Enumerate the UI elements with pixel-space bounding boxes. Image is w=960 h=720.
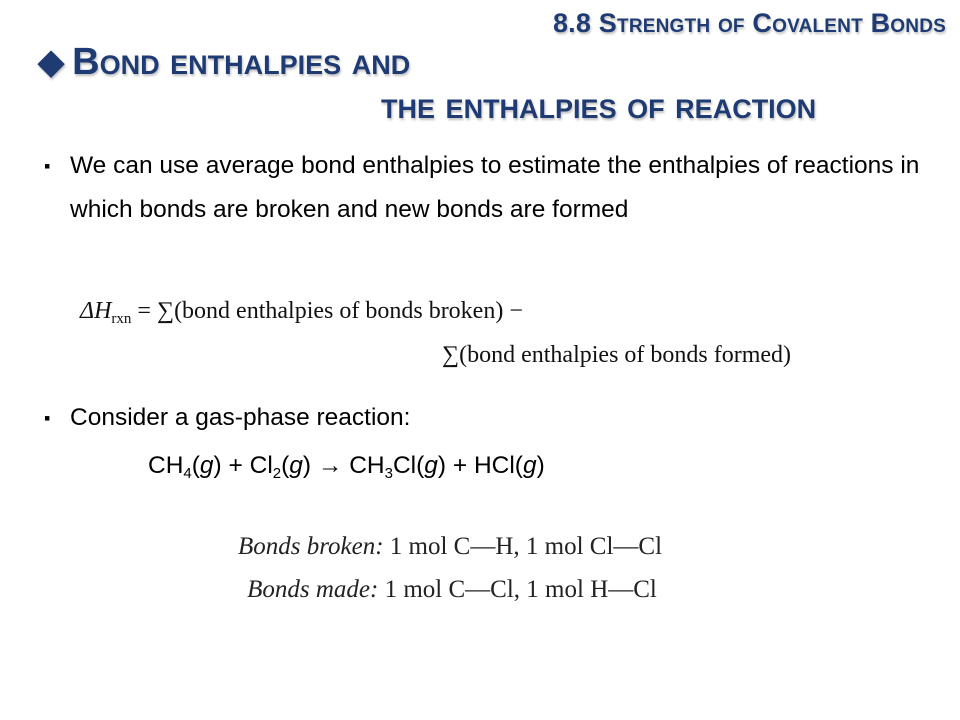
bonds-made-value: 1 mol C—Cl, 1 mol H—Cl (384, 576, 657, 603)
square-bullet-icon: ▪ (44, 408, 51, 428)
bonds-made-label: Bonds made: (247, 576, 379, 603)
eq-part: Cl( (392, 452, 425, 479)
eq-part: ) + HCl( (437, 452, 523, 479)
bullet-item-bond-enthalpies (44, 144, 924, 232)
eq-part: ) (536, 452, 545, 479)
eq-subscript: 2 (272, 465, 282, 482)
formula-line-2: ∑(bond enthalpies of bonds formed) (442, 342, 792, 368)
bonds-broken-label: Bonds broken: (237, 533, 384, 560)
eq-phase: g (424, 452, 438, 479)
square-bullet-icon: ▪ (44, 156, 51, 176)
bullet-text: Consider a gas-phase reaction: (70, 404, 411, 431)
eq-subscript: 3 (384, 465, 393, 482)
formula-broken-term: = ∑(bond enthalpies of bonds broken) − (131, 298, 523, 324)
eq-subscript: 4 (183, 465, 192, 482)
eq-part: ( (281, 452, 290, 479)
eq-phase: g (522, 452, 537, 479)
title-line-2: the enthalpies of reaction (381, 85, 817, 127)
formula-line-1 (80, 298, 523, 328)
rxn-subscript: rxn (111, 311, 132, 327)
diamond-bullet-icon: ◆ (38, 43, 65, 81)
eq-phase: g (289, 452, 303, 479)
bonds-made-line (12, 576, 892, 604)
eq-part: ) + Cl (213, 452, 273, 479)
eq-part: CH (148, 452, 184, 479)
bullet-item-gas-phase (44, 396, 924, 440)
chemical-equation (148, 452, 545, 480)
eq-phase: g (199, 452, 214, 479)
slide-title (38, 40, 816, 128)
bullet-text: We can use average bond enthalpies to estimate the enthalpies of reactions in which bonds are broken and new bonds are formed (70, 152, 920, 223)
delta-h-symbol: ΔH (80, 298, 112, 324)
bonds-broken-line (10, 533, 890, 561)
section-heading: 8.8 Strength of Covalent Bonds (552, 8, 946, 38)
eq-part: ) → CH (302, 452, 385, 479)
title-line-1: Bond enthalpies and (72, 41, 411, 83)
bonds-broken-value: 1 mol C—H, 1 mol Cl—Cl (389, 533, 663, 560)
eq-part: ( (191, 452, 200, 479)
